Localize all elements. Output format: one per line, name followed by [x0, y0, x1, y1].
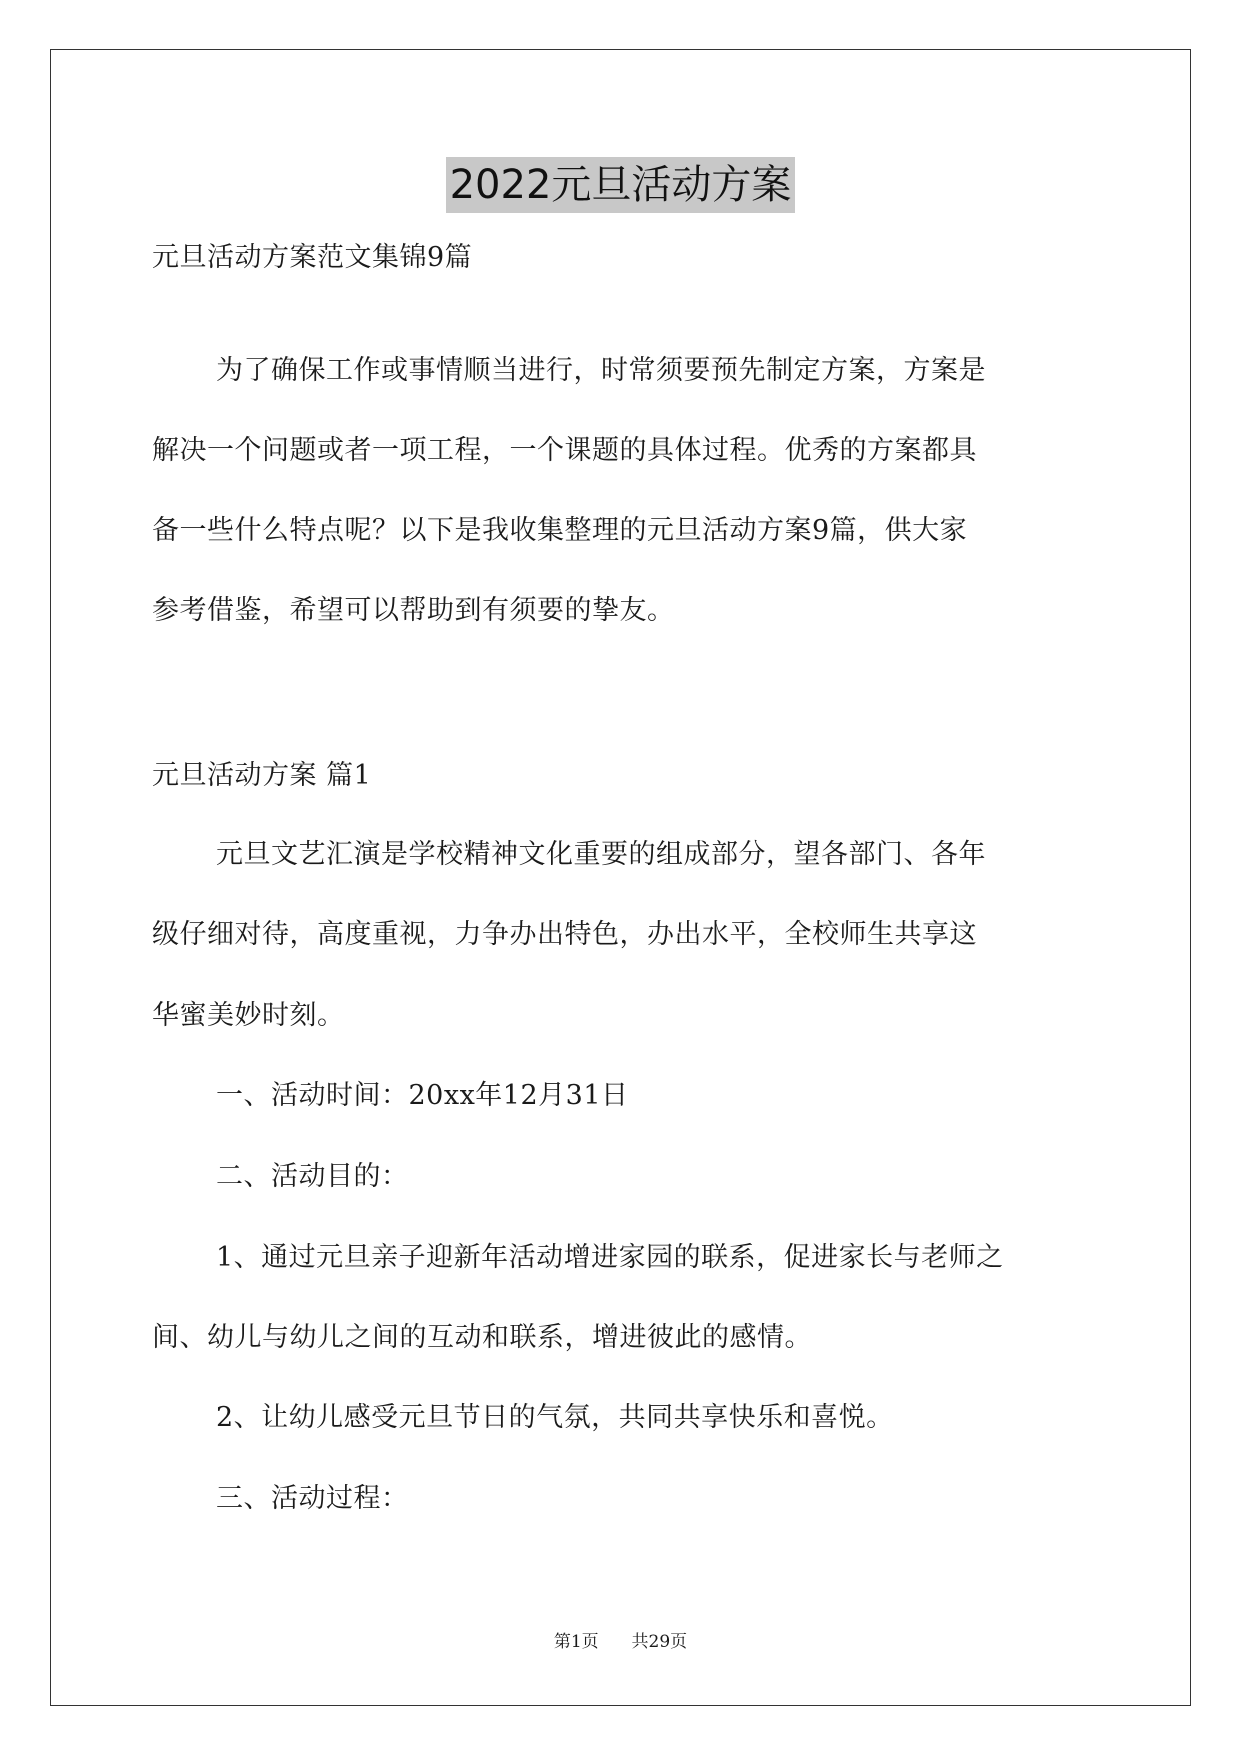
body-line: 级仔细对待，高度重视，力争办出特色，办出水平，全校师生共享这 [152, 919, 977, 950]
body-line: 元旦文艺汇演是学校精神文化重要的组成部分，望各部门、各年 [216, 839, 986, 870]
intro-line: 备一些什么特点呢？以下是我收集整理的元旦活动方案9篇，供大家 [152, 515, 968, 546]
body-line: 一、活动时间：20xx年12月31日 [216, 1080, 629, 1111]
title-container [0, 157, 1241, 213]
page-number-current: 第1页 [553, 1632, 599, 1652]
body-line: 1、通过元旦亲子迎新年活动增进家园的联系，促进家长与老师之 [216, 1242, 1004, 1273]
body-line: 二、活动目的： [216, 1161, 409, 1192]
section-heading: 元旦活动方案 篇1 [152, 760, 372, 791]
page-number-total: 共29页 [631, 1632, 688, 1652]
intro-line: 为了确保工作或事情顺当进行，时常须要预先制定方案，方案是 [216, 355, 986, 386]
document-title: 2022元旦活动方案 [446, 157, 796, 213]
body-line: 华蜜美妙时刻。 [152, 1000, 345, 1031]
body-line: 2、让幼儿感受元旦节日的气氛，共同共享快乐和喜悦。 [216, 1402, 894, 1433]
document-subtitle: 元旦活动方案范文集锦9篇 [152, 242, 473, 273]
body-line: 三、活动过程： [216, 1483, 409, 1514]
body-line: 间、幼儿与幼儿之间的互动和联系，增进彼此的感情。 [152, 1322, 812, 1353]
intro-line: 解决一个问题或者一项工程，一个课题的具体过程。优秀的方案都具 [152, 435, 977, 466]
page-border [50, 49, 1191, 1706]
page-footer [0, 1630, 1241, 1654]
intro-line: 参考借鉴，希望可以帮助到有须要的挚友。 [152, 595, 675, 626]
